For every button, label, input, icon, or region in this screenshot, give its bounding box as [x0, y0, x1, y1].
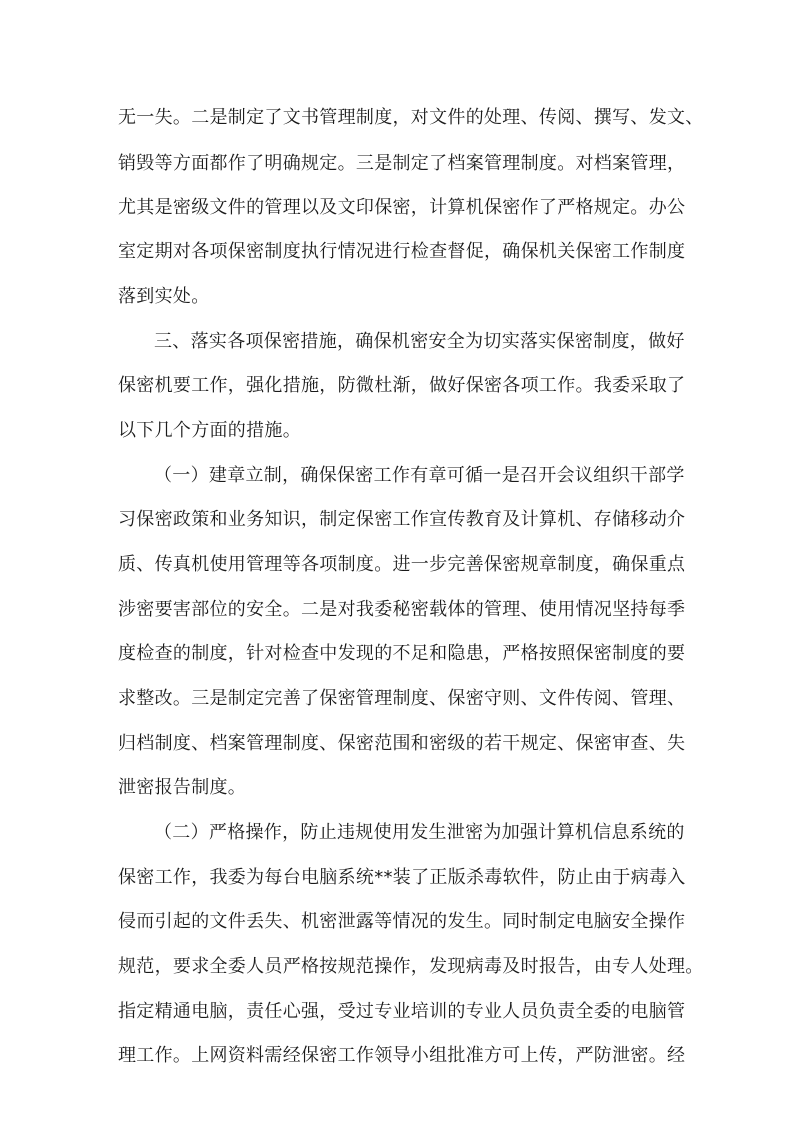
text-line: （一）建章立制，确保保密工作有章可循一是召开会议组织干部学: [154, 465, 685, 486]
text-line: 室定期对各项保密制度执行情况进行检查督促，确保机关保密工作制度: [118, 241, 686, 262]
text-line: 求整改。三是制定完善了保密管理制度、保密守则、文件传阅、管理、: [118, 688, 686, 709]
text-line: 保密工作，我委为每台电脑系统**装了正版杀毒软件，防止由于病毒入: [118, 867, 686, 888]
text-line: 侵而引起的文件丢失、机密泄露等情况的发生。同时制定电脑安全操作: [118, 911, 686, 932]
text-line: 保密机要工作，强化措施，防微杜渐，做好保密各项工作。我委采取了: [118, 375, 686, 396]
text-line: 尤其是密级文件的管理以及文印保密，计算机保密作了严格规定。办公: [118, 197, 686, 218]
text-line: 落到实处。: [118, 286, 210, 307]
text-line: 泄密报告制度。: [118, 777, 247, 798]
text-line: 销毁等方面都作了明确规定。三是制定了档案管理制度。对档案管理，: [118, 153, 686, 174]
text-line: 质、传真机使用管理等各项制度。进一步完善保密规章制度，确保重点: [118, 554, 686, 575]
text-line: 规范，要求全委人员严格按规范操作，发现病毒及时报告，由专人处理。: [118, 956, 704, 977]
text-line: 习保密政策和业务知识，制定保密工作宣传教育及计算机、存储移动介: [118, 509, 686, 530]
text-line: 归档制度、档案管理制度、保密范围和密级的若干规定、保密审查、失: [118, 733, 686, 754]
text-line: （二）严格操作，防止违规使用发生泄密为加强计算机信息系统的: [154, 822, 685, 843]
text-line: 无一失。二是制定了文书管理制度，对文件的处理、传阅、撰写、发文、: [118, 107, 704, 128]
text-line: 度检查的制度，针对检查中发现的不足和隐患，严格按照保密制度的要: [118, 643, 686, 664]
text-line: 指定精通电脑，责任心强，受过专业培训的专业人员负责全委的电脑管: [118, 1001, 686, 1022]
text-line: 三、落实各项保密措施，确保机密安全为切实落实保密制度，做好: [154, 331, 685, 352]
text-line: 理工作。上网资料需经保密工作领导小组批准方可上传，严防泄密。经: [118, 1045, 686, 1066]
text-line: 以下几个方面的措施。: [118, 420, 301, 441]
text-line: 涉密要害部位的安全。二是对我委秘密载体的管理、使用情况坚持每季: [118, 599, 686, 620]
